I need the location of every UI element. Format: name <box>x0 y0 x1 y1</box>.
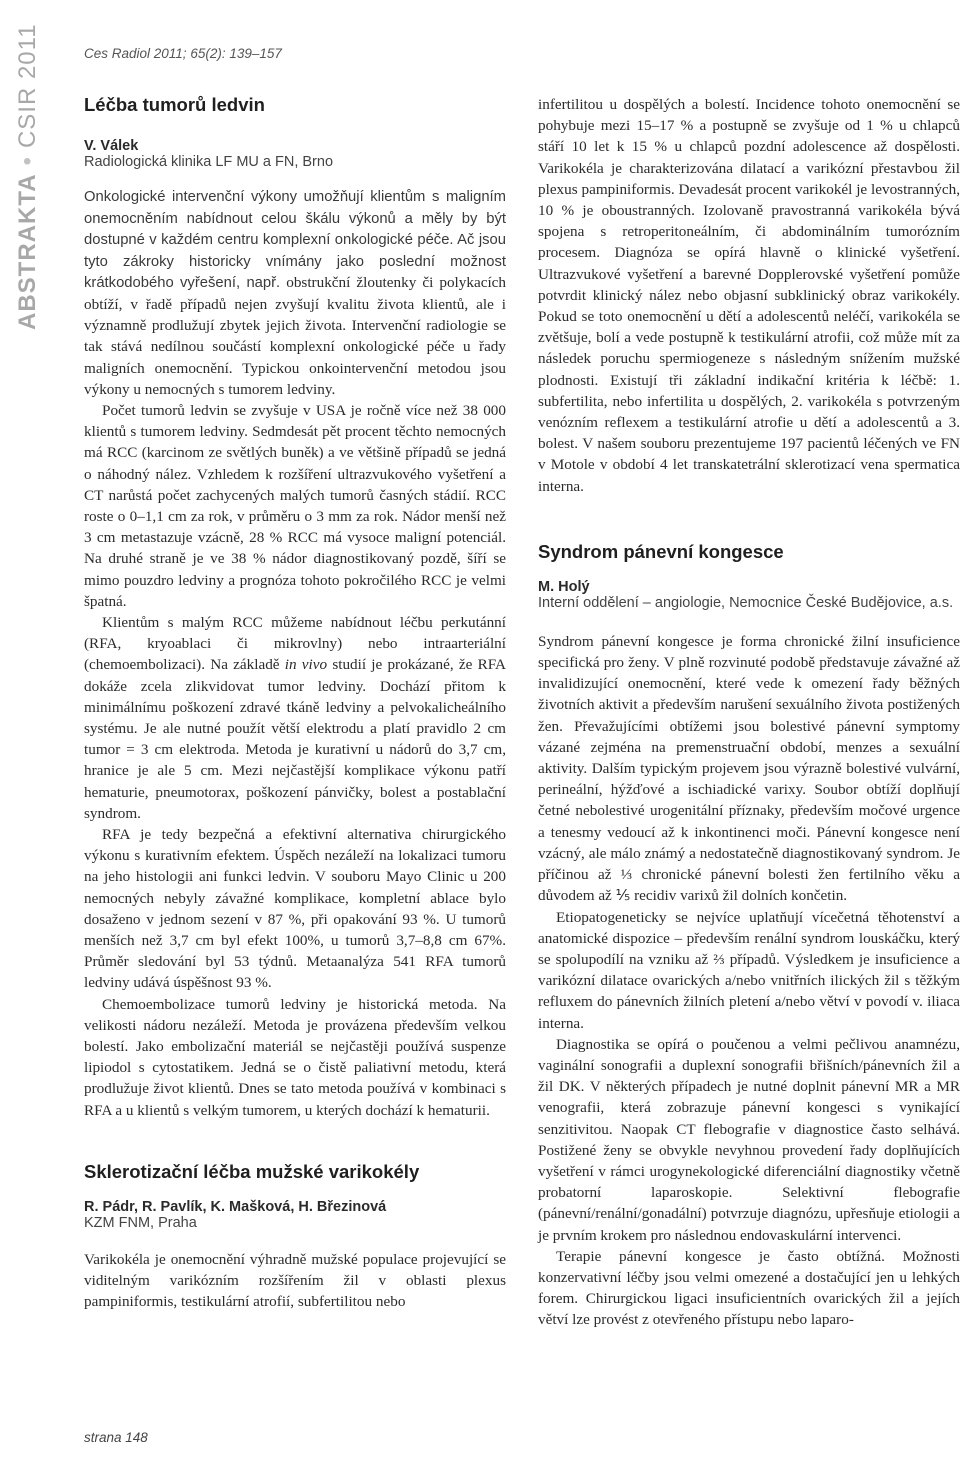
conference-label: CSIR 2011 <box>14 23 41 149</box>
section-side-tab <box>8 23 48 330</box>
left-column <box>84 94 506 1313</box>
article1-affiliation: Radiologická klinika LF MU a FN, Brno <box>84 154 334 170</box>
article1-paragraph-5: Chemoembolizace tumorů ledviny je historická metoda. Na velikosti nádoru nezáleží. Metoda je provázena především velkou bolestí. Jako embolizační materiál se nejčastěji používá suspenze lipiodol s cytostatikem. Jedná se o čistě paliativní metodu, která prodlužuje život klientů. Dnes se tato metoda používá v kombinaci s RFA a u klientů s velkým tumorem, u kterých dochází k hematurii. <box>84 995 506 1119</box>
article1-authors: V. Válek <box>84 138 139 154</box>
separator-dot: • <box>14 156 41 166</box>
article3-title: Syndrom pánevní kongesce <box>538 540 784 562</box>
article3-paragraph-4: Terapie pánevní kongesce je často obtížná. Možnosti konzervativní léčby jsou velmi omezené a dostačující jen u lehkých forem. Chirurgickou ligaci insuficientních ovarických žil a jejích větví lze provést z otevřeného přístupu nebo laparo- <box>538 1247 960 1329</box>
article1-paragraph-3 <box>84 612 506 824</box>
right-column <box>538 94 960 1331</box>
article3-authors: M. Holý <box>538 578 590 595</box>
article1-p3-a: Klientům s malým RCC můžeme nabídnout léčbu perkutánní (RFA, kryoablaci či mikrovlny) nebo intraarteriální (chemoembolizaci). Na základě <box>84 614 506 674</box>
article3-paragraph-1: Syndrom pánevní kongesce je forma chronické žilní insuficience specifická pro ženy. V plně rozvinuté podobě představuje závažné až invalidizující onemocnění, které vede k omezení řady běžných životních aktivit a především narušení sexuálního života postižených žen. Převažujícími obtížemi jsou bolestivé pánevní symptomy vázané zejména na premenstruační období, menzes a sexuální aktivity. Dalším typickým projevem jsou výrazně bolestivé vulvární, perineální, hýžďové a ischiadické varixy. Soubor obtíží doplňují četné nebolestivé urogenitální příznaky, především močové urgence a tenesmy vedoucí až k inkontinenci moči. Pánevní kongesce není vzácný, ale málo známý a nedostatečně diagnostikovaný syndrom. Je příčinou až ⅓ chronické pánevní bolesti žen fertilního věku a důvodem až ⅕ recidiv varixů žil dolních končetin. <box>538 632 960 905</box>
article1-paragraph-4: RFA je tedy bezpečná a efektivní alternativa chirurgického výkonu s kurativním efektem. Úspěch nezáleží na lokalizaci tumoru na jeho histologii ani funkci ledvin. V souboru Mayo Clinic u 200 nemocných nebyly závažné komplikace, kompletní ablace bylo dosaženo v jednom sezení v 87 %, při opakování 93 %. U tumorů menších než 3,7 cm byl efekt 100%, u tumorů 3,7–8,8 cm 67%. Průměr sledování byl 53 týdnů. Metaanalýza 541 RFA tumorů ledviny udává úspěšnost 93 %. <box>84 826 506 992</box>
article2-title: Sklerotizační léčba mužské varikokély <box>84 1160 420 1182</box>
article2-affiliation: KZM FNM, Praha <box>84 1214 197 1231</box>
article1-title: Léčba tumorů ledvin <box>84 94 265 115</box>
section-label: ABSTRAKTA <box>14 173 41 330</box>
article2-authors: R. Pádr, R. Pavlík, K. Mašková, H. Březinová <box>84 1198 387 1215</box>
article2-paragraph-1-left: Varikokéla je onemocnění výhradně mužské populace projevující se viditelným varikózním rozšířením žil v oblasti plexus pampiniformis, testikulární atrofií, subfertilitou nebo <box>84 1250 506 1311</box>
article1-p3-b: studií je prokázané, že RFA dokáže zcela zlikvidovat tumor ledviny. Dochází přitom k minimálnímu poškození zdravé tkáně ledviny a pelvokalicheálního systému. Je ale nutné použít větší elektrodu a platí pravidlo 2 cm tumor = 3 cm elektroda. Metoda je kurativní u nádorů do 3,7 cm, hranice je ale 5 cm. Mezi nejčastější komplikace výkonu patří hematurie, pneumotorax, poškození pánvičky, bolest a postablační syndrom. <box>84 656 506 822</box>
journal-reference: Ces Radiol 2011; 65(2): 139–157 <box>84 46 282 61</box>
article1-intro-serif: obstrukční žloutenky či polykacích obtíží, v řadě případů nejen zvyšují kvalitu života klientů, ale i významně prodlužují zbytek jejich života. Intervenční radiologie se tak stává nedílnou součástí komplexní onkologické péče u řady maligních onemocnění. Typickou onkointervenční metodou jsou výkony u nemocných s tumorem ledviny. <box>84 274 506 398</box>
article1-p3-em: in vivo <box>284 656 328 674</box>
article3-affiliation: Interní oddělení – angiologie, Nemocnice České Budějovice, a.s. <box>538 594 954 611</box>
page-number: strana 148 <box>84 1430 148 1445</box>
article1-intro-sans: Onkologické intervenční výkony umožňují klientům s maligním onemocněním nabídnout celou škálu výkonů a měly by být dostupné v každém centru komplexní onkologické péče. Ač jsou tyto zákroky historicky vnímány jako poslední možnost krátkodobého vyřešení, např. <box>84 189 506 292</box>
article2-paragraph-1-right: infertilitou u dospělých a bolestí. Incidence tohoto onemocnění se pohybuje mezi 15–17 % a postupně se zvyšuje od 1 % u chlapců stáří 10 let k 15 % u chlapců pozdní adolescence až dospělosti. Varikokéla je charakterizována dilatací a varikózní přestavbou žil plexus pampiniformis. Devadesát procent varikokél je levostranných, 10 % je oboustranných. Izolovaně pravostranná varikokéla bývá spojena s retroperitoneálním, či abdominálním tumorózním procesem. Diagnóza se opírá hlavně o klinické vyšetření. Ultrazvukové vyšetření a barevné Dopplerovské vyšetření pomůže potvrdit klinický nález nebo objasní subklinický obraz varikokély. Pokud se toto onemocnění u dětí a adolescentů neléčí, varikokéla se zvětšuje, bolí a vede postupně k testikulární atrofii, což může mít za následek poruchu spermiogeneze s následným snížením mužské plodnosti. Existují tři základní indikační kritéria k léčbě: 1. subfertilita, nebo infertilita u dospělých, 2. varikokéla s potvrzeným venózním reflexem a testikulární atrofie u dětí a adolescentů a 3. bolest. V našem souboru prezentujeme 197 pacientů léčených ve FN v Motole v období 4 let transkatetrální sklerotizací vena spermatica interna. <box>538 96 960 495</box>
article1-paragraph-2: Počet tumorů ledvin se zvyšuje v USA je ročně více než 38 000 klientů s tumorem ledviny. Sedmdesát pět procent těchto nemocných má RCC (karcinom ze světlých buněk) a ve většině případů se jedná o náhodný nález. Vzhledem k rozšíření ultrazvukového vyšetření a CT narůstá počet zachycených malých tumorů časných stádií. RCC roste o 0–1,1 cm za rok, v průměru o 3 mm za rok. Nádor menší než 3 cm metastazuje vzácně, 28 % RCC má vysoce maligní potenciál. Na druhé straně je ve 38 % nádor diagnostikovaný pozdě, šíří se mimo pouzdro ledviny a prognóza tohoto pokročilého RCC je velmi špatná. <box>84 401 506 610</box>
article1-intro <box>84 186 506 400</box>
article3-paragraph-2: Etiopatogeneticky se nejvíce uplatňují vícečetná těhotenství a anatomické dispozice – především renální syndrom louskáčku, který se spolupodílí na vzniku až ⅔ případů. Výsledkem je insuficience a varikózní dilatace ovarických a/nebo vnitřních ilických žil s těžkým refluxem do pánevních žilních pletení a/nebo větví v povodí v. iliaca interna. <box>538 908 960 1032</box>
article3-paragraph-3: Diagnostika se opírá o poučenou a velmi pečlivou anamnézu, vaginální sonografii a duplexní sonografii břišních/pánevních žil a žil DK. V některých případech je nutné doplnit pánevní MR a MR venografii, která zobrazuje pánevní kongesci s vynikající senzitivitou. Naopak CT flebografie v diagnostice často selhává. Postižené ženy se obvykle nevyhnou provedení řady doplňujících vyšetření v rámci urogynekologické diferenciální diagnostiky včetně probatorní laparoskopie. Selektivní flebografie (pánevní/renální/gonadální) potvrzuje diagnózu, upřesňuje etiologii a je prvním krokem pro následnou endovaskulární intervenci. <box>538 1035 960 1244</box>
